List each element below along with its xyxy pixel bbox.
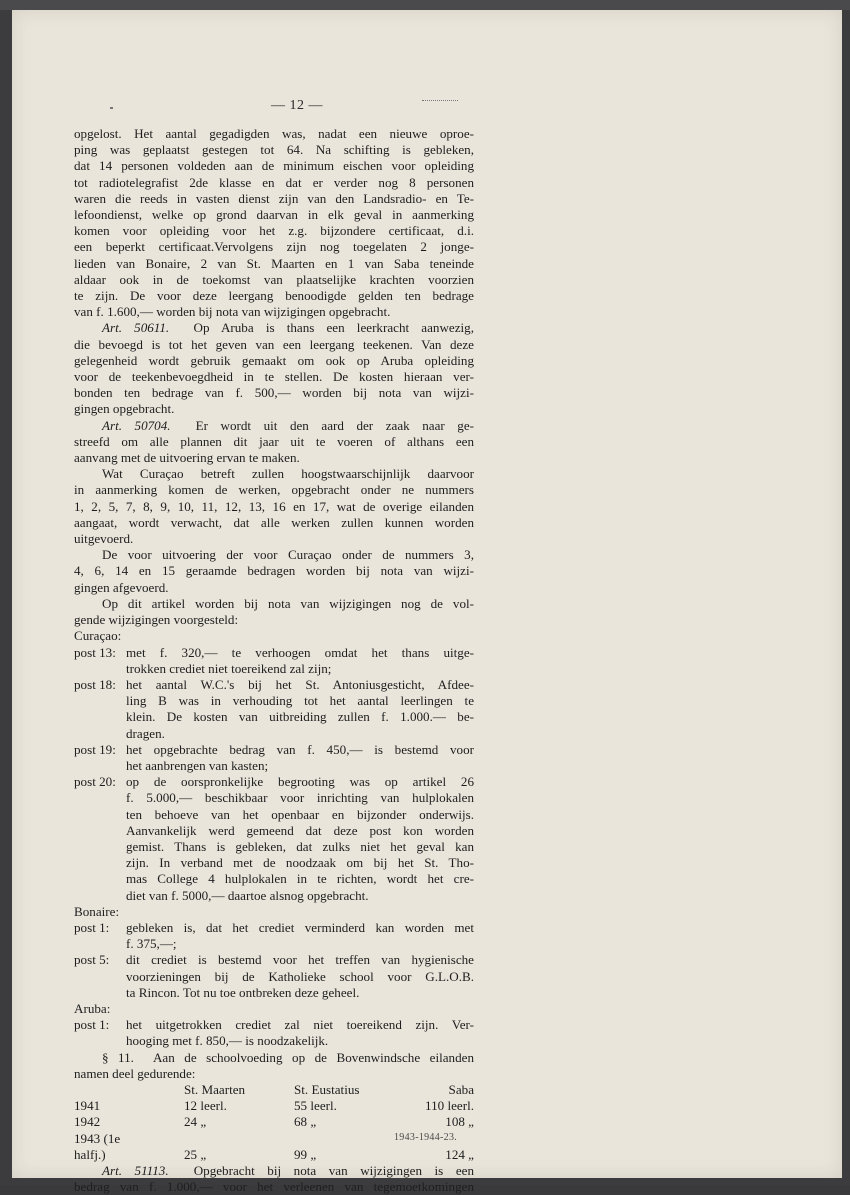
section-text: Aan de schoolvoeding op de Bovenwindsche eilanden — [152, 1049, 474, 1065]
text-line: waren die reeds in vasten dienst zijn van den Landsradio- en Te- — [74, 190, 474, 206]
table-cell: 24 „ — [184, 1114, 207, 1130]
text-line: voorzieningen bij de Katholieke school voor G.L.O.B. — [126, 968, 474, 984]
table-row — [74, 1114, 474, 1130]
post-label: post 20: — [74, 774, 116, 790]
paragraph-section-11 — [74, 1050, 474, 1082]
paragraph-art-50611 — [74, 320, 474, 417]
text-line: uitgevoerd. — [74, 531, 134, 547]
text-line: 4, 6, 14 en 15 geraamde bedragen worden bij nota van wijzi- — [74, 563, 474, 579]
paragraph-art-51113 — [74, 1163, 474, 1195]
text-line: dit crediet is bestemd voor het treffen van hygienische — [126, 952, 474, 968]
post-text — [126, 645, 474, 677]
text-line: aanvang met de uitvoering ervan te maken. — [74, 450, 300, 466]
table-row — [74, 1098, 474, 1114]
text-line: Wat Curaçao betreft zullen hoogstwaarschijnlijk daarvoor — [102, 466, 474, 482]
text-line: lieden van Bonaire, 2 van St. Maarten en 1 van Saba teneinde — [74, 255, 474, 271]
text-line: trokken crediet niet toereikend zal zijn; — [126, 660, 332, 676]
table-cell: 110 leerl. — [425, 1098, 474, 1114]
text-line: ta Rincon. Tot nu toe ontbreken deze geheel. — [126, 984, 360, 1000]
text-line: het aantal W.C.'s bij het St. Antoniusgesticht, Afdee- — [126, 676, 474, 692]
table-cell — [294, 1131, 406, 1147]
text-line: bedrag van f. 1.000,— voor het verleenen van tegemoetkomingen — [74, 1179, 474, 1195]
text-line: opgelost. Het aantal gegadigden was, nadat een nieuwe oproe- — [74, 126, 474, 141]
post-item — [74, 677, 474, 742]
paragraph-radio-course — [74, 126, 474, 320]
post-text — [126, 742, 474, 774]
text-line: het opgebrachte bedrag van f. 450,— is bestemd voor — [126, 741, 474, 757]
table-cell: 12 leerl. — [184, 1098, 227, 1114]
text-line: ling B was in verhouding tot het aantal leerlingen te — [126, 693, 474, 709]
article-label: Art. 50704. — [102, 417, 171, 433]
text-line: in aanmerking komen de werken, opgebracht onder ne nummers — [74, 482, 474, 498]
table-cell — [184, 1131, 294, 1147]
text-line: De voor uitvoering der voor Curaçao onder de nummers 3, — [102, 547, 474, 563]
post-text — [126, 774, 474, 904]
paragraph-curacao-works — [74, 466, 474, 547]
table-cell-year: 1941 — [74, 1098, 101, 1114]
table-cell-year: halfj.) — [74, 1146, 106, 1162]
paragraph-curacao-amounts — [74, 547, 474, 596]
table-cell: 124 „ — [445, 1146, 474, 1162]
post-label: post 18: — [74, 676, 116, 692]
text-line: komen voor opleiding voor het z.g. bijzondere certificaat, d.i. — [74, 223, 474, 239]
post-label: post 1: — [74, 1017, 110, 1033]
text-line: die bevoegd is tot het geven van een leergang teekenen. Van deze — [74, 336, 474, 352]
text-line — [74, 1163, 474, 1179]
table-cell-year: 1943 (1e — [74, 1130, 121, 1146]
table-cell: 108 „ — [445, 1114, 474, 1130]
post-label: post 19: — [74, 741, 116, 757]
scan-mark — [110, 107, 113, 109]
table-cell: 99 „ — [294, 1146, 317, 1162]
text-line: van f. 1.600,— worden bij nota van wijzigingen opgebracht. — [74, 304, 391, 320]
post-text — [126, 677, 474, 742]
paragraph-amendments-intro — [74, 596, 474, 628]
table-header-cell — [74, 1082, 184, 1098]
text-line: zijn. In verband met de noodzaak om bij het St. Tho- — [126, 855, 474, 871]
post-item — [74, 742, 474, 774]
document-body — [74, 126, 474, 1195]
table-header-cell: St. Eustatius — [294, 1081, 360, 1097]
post-item — [74, 920, 474, 952]
text-line: lefoondienst, welke op grond daarvan in elk geval in aanmerking — [74, 207, 474, 223]
post-item — [74, 1017, 474, 1049]
post-text — [126, 1017, 474, 1049]
article-text: Opgebracht bij nota van wijzigingen is een — [193, 1163, 474, 1178]
text-line: voor de teekenbevoegdheid in te stellen. De kosten hieraan ver- — [74, 369, 474, 385]
text-line: tot radiotelegrafist 2de klasse en dat er verder nog 8 personen — [74, 174, 474, 190]
post-text — [126, 920, 474, 952]
scan-mark-dash — [422, 100, 458, 102]
table-cell: 55 leerl. — [294, 1098, 337, 1114]
table-row — [74, 1147, 474, 1163]
text-line: f. 375,—; — [126, 936, 177, 952]
table-cell: 68 „ — [294, 1114, 317, 1130]
text-line: klein. De kosten van uitbreiding zullen f. 1.000.— be- — [126, 709, 474, 725]
text-line: diet van f. 5000,— daartoe alsnog opgebracht. — [126, 887, 369, 903]
text-line: gemist. Thans is gebleken, dat zulks niet het geval kan — [126, 838, 474, 854]
page-number: — 12 — — [271, 98, 323, 113]
text-line: met f. 320,— te verhoogen omdat het thans uitge- — [126, 644, 474, 660]
region-heading-curacao: Curaçao: — [74, 628, 122, 644]
region-heading-bonaire: Bonaire: — [74, 903, 120, 919]
table-header-cell: Saba — [448, 1081, 474, 1097]
text-line: ten behoeve van het openbaar en bijzonder onderwijs. — [126, 806, 474, 822]
text-line: aangaat, wordt verwacht, dat alle werken zullen kunnen worden — [74, 514, 474, 530]
text-line: gingen afgevoerd. — [74, 579, 169, 595]
document-page — [12, 10, 842, 1195]
text-line: gingen opgebracht. — [74, 401, 175, 417]
paragraph-art-50704 — [74, 418, 474, 467]
text-line: ping was geplaatst gestegen tot 64. Na schifting is gebleken, — [74, 142, 474, 158]
text-line: gelegenheid wordt gebruik gemaakt om ook op Aruba opleiding — [74, 352, 474, 368]
post-item — [74, 645, 474, 677]
text-line: f. 5.000,— beschikbaar voor inrichting van hulplokalen — [126, 790, 474, 806]
region-heading-aruba: Aruba: — [74, 1000, 111, 1016]
text-line: Aanvankelijk werd gemeend dat deze post kon worden — [126, 822, 474, 838]
article-text: Er wordt uit den aard der zaak naar ge- — [195, 417, 474, 433]
table-cell: 25 „ — [184, 1146, 207, 1162]
text-line: Op dit artikel worden bij nota van wijzigingen nog de vol- — [102, 595, 474, 611]
text-line: aldaar ook in de toekomst van plaatselijke krachten voorzien — [74, 271, 474, 287]
text-line: dragen. — [126, 725, 165, 741]
text-line — [74, 1050, 474, 1066]
text-line: te zijn. De voor deze leergang benoodigde gelden ten bedrage — [74, 288, 474, 304]
text-line: streefd om alle plannen dit jaar uit te voeren of althans een — [74, 433, 474, 449]
footer-document-code: 1943-1944-23. — [394, 1132, 458, 1143]
table-cell-year: 1942 — [74, 1114, 101, 1130]
text-line: dat 14 personen voldeden aan de minimum eischen voor opleiding — [74, 158, 474, 174]
text-line: het aanbrengen van kasten; — [126, 757, 269, 773]
post-item — [74, 952, 474, 1001]
article-text: Op Aruba is thans een leerkracht aanwezig, — [193, 320, 475, 336]
section-label: § 11. — [102, 1049, 134, 1065]
text-line: bonden ten bedrage van f. 500,— worden bij nota van wijzi- — [74, 385, 474, 401]
text-line: gende wijzigingen voorgesteld: — [74, 612, 239, 628]
post-text — [126, 952, 474, 1001]
article-label: Art. 51113. — [102, 1163, 169, 1178]
post-label: post 1: — [74, 919, 110, 935]
text-line: gebleken is, dat het crediet verminderd kan worden met — [126, 919, 474, 935]
post-label: post 13: — [74, 644, 116, 660]
post-item — [74, 774, 474, 904]
text-line: 1, 2, 5, 7, 8, 9, 10, 11, 12, 13, 16 en 17, wat de overige eilanden — [74, 498, 474, 514]
post-label: post 5: — [74, 952, 110, 968]
school-feeding-table — [74, 1082, 474, 1163]
text-line: het uitgetrokken crediet zal niet toereikend zijn. Ver- — [126, 1017, 474, 1033]
text-line: hooging met f. 850,— is noodzakelijk. — [126, 1033, 329, 1049]
text-line — [74, 418, 474, 434]
article-label: Art. 50611. — [102, 320, 170, 336]
text-line: een beperkt certificaat.Vervolgens zijn nog toegelaten 2 jonge- — [74, 239, 474, 255]
text-line: op de oorspronkelijke begrooting was op artikel 26 — [126, 774, 474, 790]
text-line: mas College 4 hulplokalen in te richten, wordt het cre- — [126, 871, 474, 887]
table-header-row — [74, 1082, 474, 1098]
table-header-cell: St. Maarten — [184, 1081, 246, 1097]
text-line: namen deel gedurende: — [74, 1065, 196, 1081]
text-line — [74, 320, 474, 336]
